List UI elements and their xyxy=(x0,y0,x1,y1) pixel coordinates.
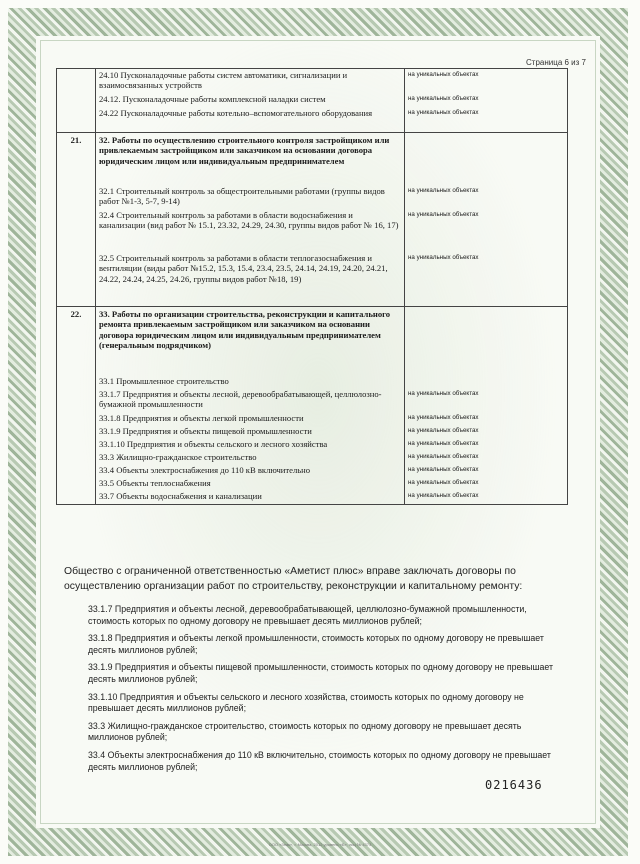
page-number: Страница 6 из 7 xyxy=(526,58,586,67)
list-item: 32.1 Строительный контроль за общестроительными работами (группы видов работ №1-3, 5-7, 9-14) xyxy=(99,186,385,207)
list-item: 33.1.9 Предприятия и объекты пищевой промышленности, стоимость которых по одному договору не превышает десять миллионов рублей; xyxy=(88,662,554,684)
list-item: 33.1.10 Предприятия и объекты сельского и лесного хозяйства xyxy=(99,439,328,449)
permission-list xyxy=(88,604,564,779)
scope-label: на уникальных объектах xyxy=(408,479,479,486)
scope-label: на уникальных объектах xyxy=(408,109,479,116)
scope-label: на уникальных объектах xyxy=(408,187,479,194)
scope-label: на уникальных объектах xyxy=(408,211,479,218)
list-item: 33.1 Промышленное строительство xyxy=(99,376,229,386)
scope-label: на уникальных объектах xyxy=(408,466,479,473)
row-scope xyxy=(405,69,568,133)
scope-label xyxy=(405,375,567,388)
printer-imprint: ООО «Знак», г. Москва, 2012 уровень «Б», лиц № 4374 xyxy=(268,842,372,847)
list-item: 33.4 Объекты электроснабжения до 110 кВ включительно, стоимость которых по одному договору не превышает десять миллионов рублей; xyxy=(88,749,551,772)
list-item: 33.1.7 Предприятия и объекты лесной, деревообрабатывающей, целлюлозно-бумажной промышленности, стоимость которых по одному договору не превышает десять миллионов рублей; xyxy=(88,604,527,626)
list-item: 33.1.8 Предприятия и объекты легкой промышленности, стоимость которых по одному договору не превышает десять миллионов рублей; xyxy=(88,633,544,655)
row-scope xyxy=(405,133,568,307)
list-item: 24.22 Пусконаладочные работы котельно–вспомогательного оборудования xyxy=(99,108,373,118)
scope-label: на уникальных объектах xyxy=(408,427,479,434)
row-number: 21. xyxy=(57,133,96,307)
scope-label: на уникальных объектах xyxy=(408,71,479,78)
section-heading: 33. Работы по организации строительства, реконструкции и капитального ремонта привлекаемым застройщиком или заказчиком на основании договора юридическим лицом или индивидуальным предпринимателем (генеральным подрядчиком) xyxy=(99,309,391,351)
row-description xyxy=(96,69,405,133)
list-item: 33.7 Объекты водоснабжения и канализации xyxy=(99,491,262,501)
table-row xyxy=(57,307,568,505)
registry-table xyxy=(56,68,568,505)
scope-label: на уникальных объектах xyxy=(408,440,479,447)
list-item: 33.3 Жилищно-гражданское строительство, стоимость которых по одному договору не превышает десять миллионов рублей; xyxy=(88,720,522,743)
list-item: 32.5 Строительный контроль за работами в области теплогазоснабжения и вентиляции (виды работ №15.2, 15.3, 15.4, 23.4, 23.5, 24.14, 24.19, 24.20, 24.21, 24.22, 24.24, 24.25, 24.26, группы видов работ №18, 19) xyxy=(99,253,388,284)
scope-label: на уникальных объектах xyxy=(408,492,479,499)
scope-spacer xyxy=(405,307,567,375)
scope-label: на уникальных объектах xyxy=(408,254,479,261)
list-item: 24.12. Пусконаладочные работы комплексной наладки систем xyxy=(99,94,326,104)
list-item: 32.4 Строительный контроль за работами в области водоснабжения и канализации (вид работ № 15.1, 23.32, 24.29, 24.30, группы видов работ № 16, 17) xyxy=(99,210,399,231)
scope-label: на уникальных объектах xyxy=(408,414,479,421)
row-number xyxy=(57,69,96,133)
list-item: 33.1.8 Предприятия и объекты легкой промышленности xyxy=(99,413,304,423)
scope-label: на уникальных объектах xyxy=(408,95,479,102)
row-scope xyxy=(405,307,568,505)
row-description xyxy=(96,307,405,505)
row-number: 22. xyxy=(57,307,96,505)
list-item: 24.10 Пусконаладочные работы систем автоматики, сигнализации и взаимосвязанных устройств xyxy=(99,70,348,91)
list-item: 33.5 Объекты теплоснабжения xyxy=(99,478,211,488)
table-row xyxy=(57,69,568,133)
scope-label: на уникальных объектах xyxy=(408,390,479,397)
permission-paragraph: Общество с ограниченной ответственностью «Аметист плюс» вправе заключать договоры по осуществлению организации работ по строительству, реконструкции и капитальному ремонту: xyxy=(64,566,523,592)
row-description xyxy=(96,133,405,307)
list-item: 33.1.9 Предприятия и объекты пищевой промышленности xyxy=(99,426,312,436)
scope-label: на уникальных объектах xyxy=(408,453,479,460)
list-item: 33.1.10 Предприятия и объекты сельского и лесного хозяйства, стоимость которых по одному договору не превышает десять миллионов рублей; xyxy=(88,691,524,714)
serial-number: 0216436 xyxy=(485,778,543,792)
section-heading: 32. Работы по осуществлению строительного контроля застройщиком или привлекаемым застройщиком или заказчиком на основании договора юридическим лицом или индивидуальным предпринимателем xyxy=(99,135,390,166)
list-item: 33.3 Жилищно-гражданское строительство xyxy=(99,452,257,462)
list-item: 33.4 Объекты электроснабжения до 110 кВ включительно xyxy=(99,465,311,475)
table-row xyxy=(57,133,568,307)
scope-spacer xyxy=(405,133,567,185)
list-item: 33.1.7 Предприятия и объекты лесной, деревообрабатывающей, целлюлозно-бумажной промышленности xyxy=(99,389,382,410)
